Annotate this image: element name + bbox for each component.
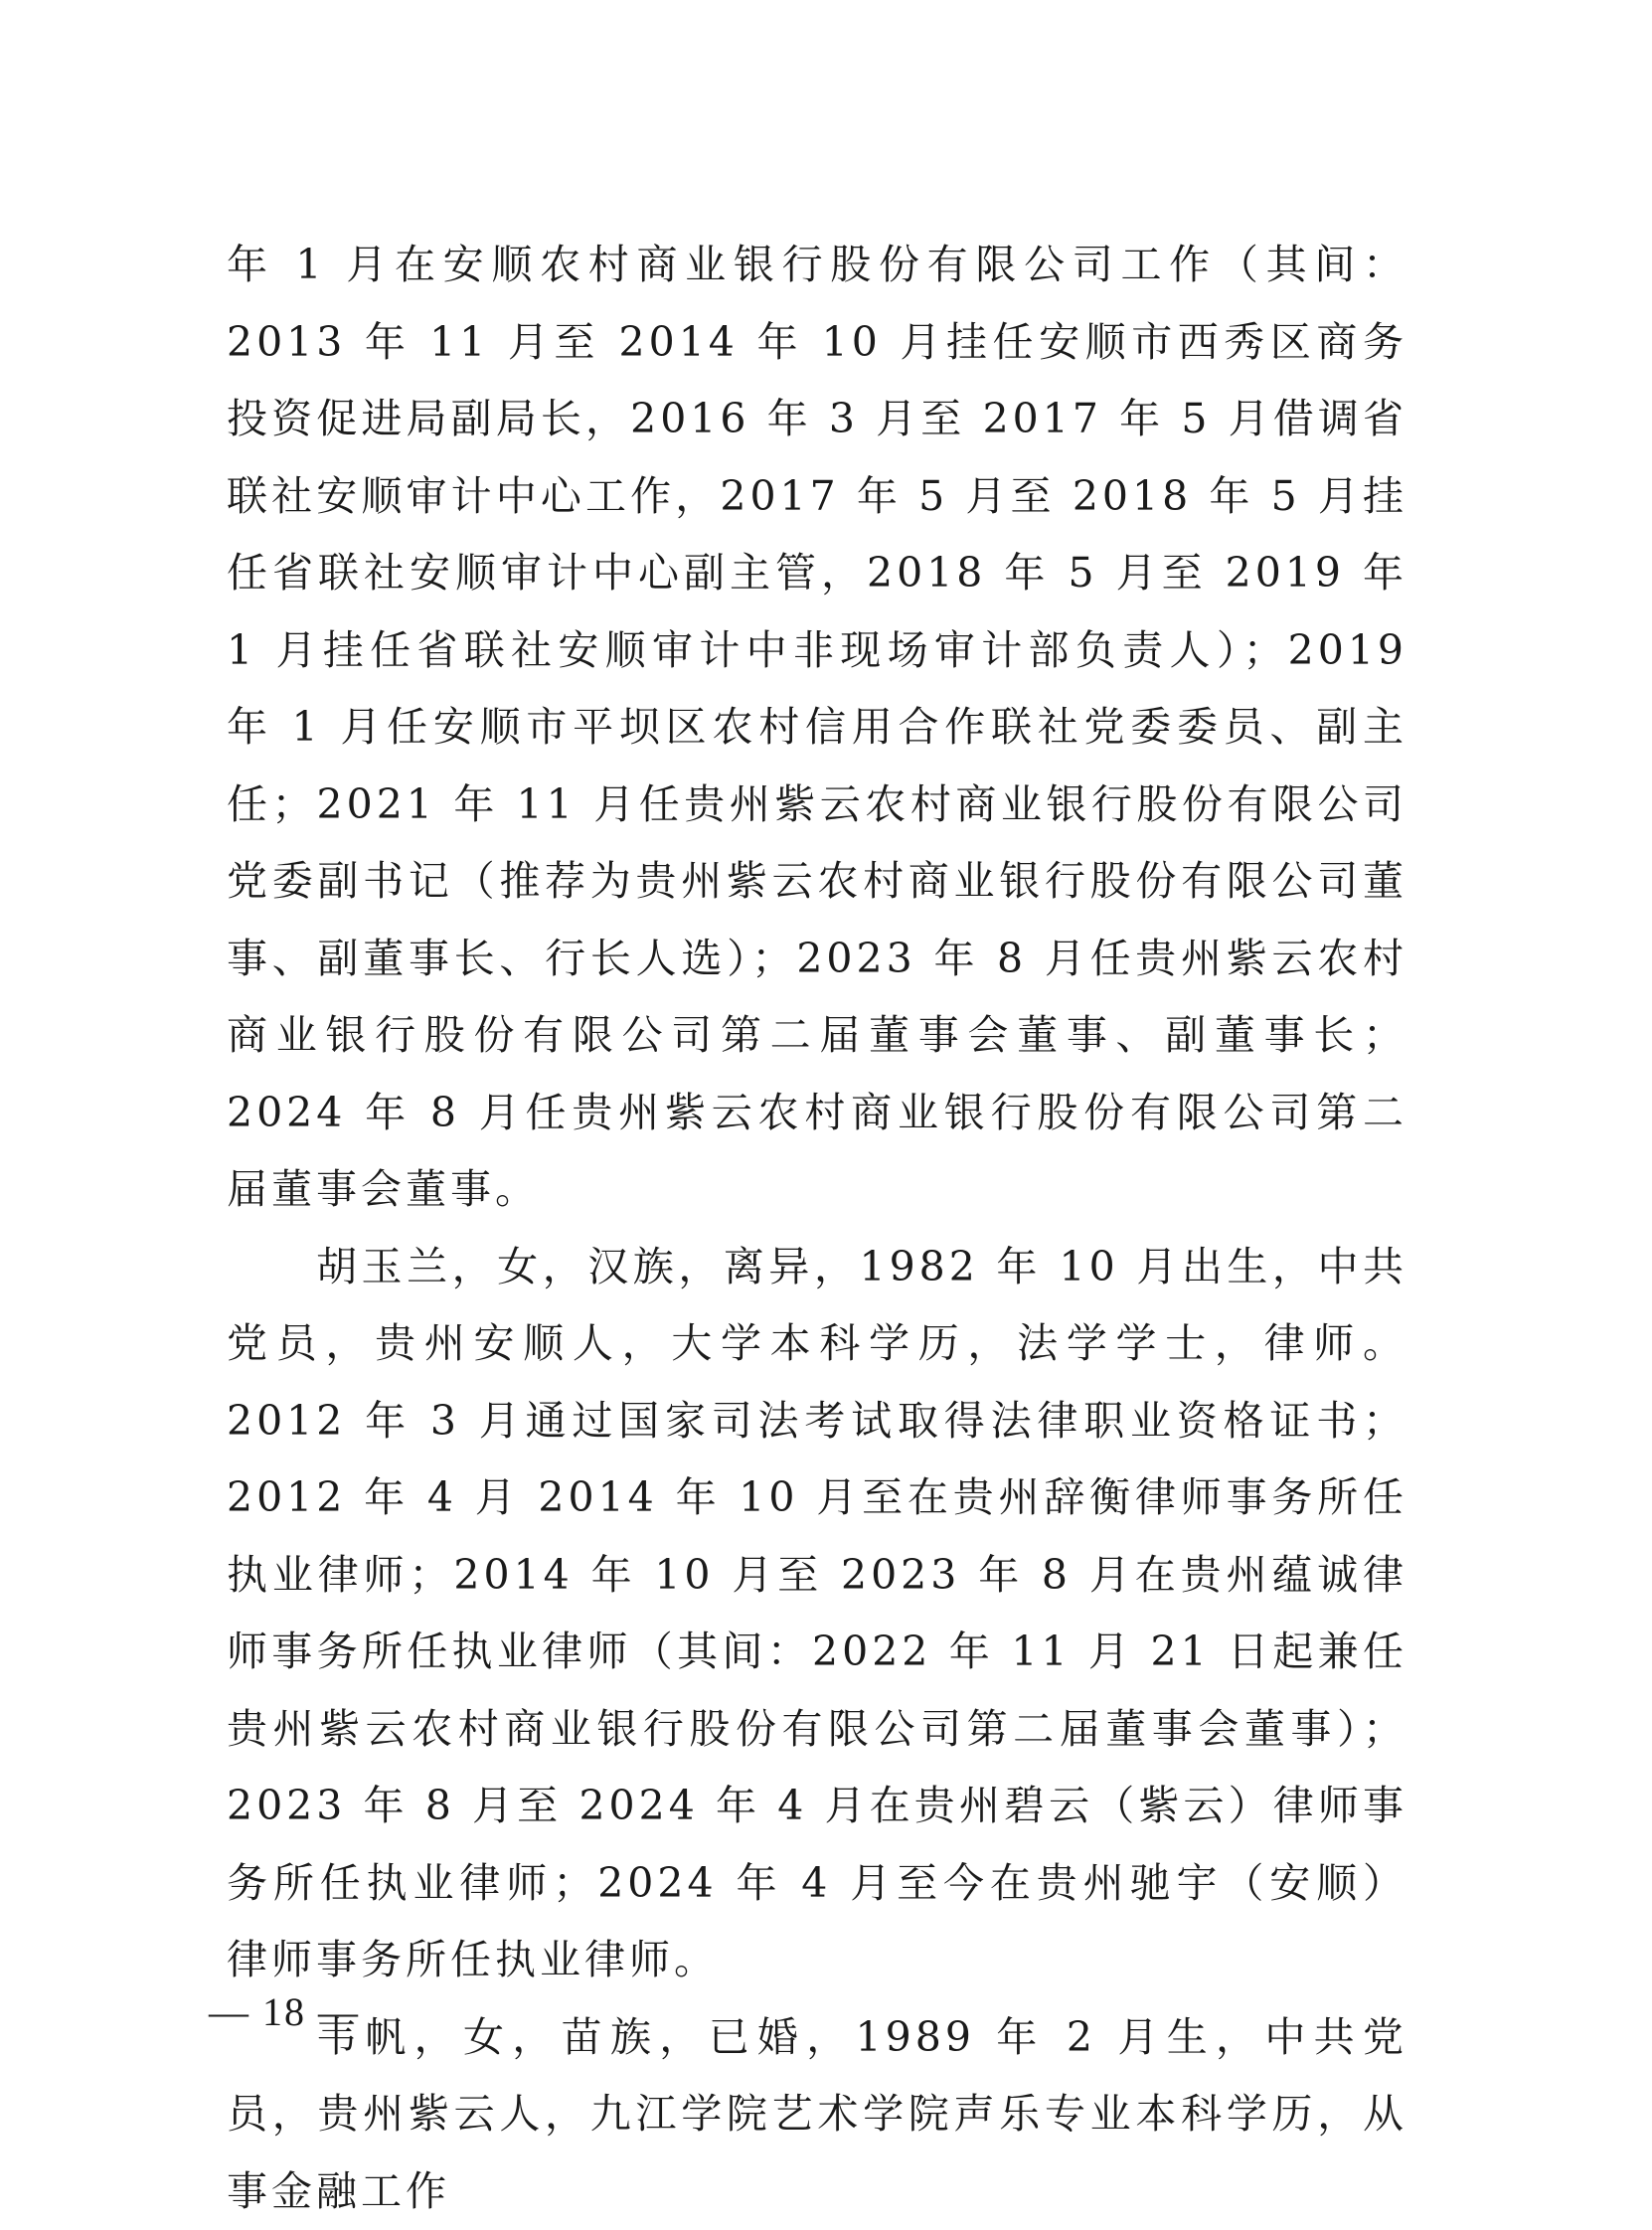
paragraph-wei-fan: 韦帆，女，苗族，已婚，1989 年 2 月生，中共党员，贵州紫云人，九江学院艺术学院声乐专业本科学历，从事金融工作 [227,1999,1407,2230]
document-body [227,227,1407,2230]
page-number: — 18 — [209,1988,360,2035]
paragraph-continued-resume: 年 1 月在安顺农村商业银行股份有限公司工作（其间：2013 年 11 月至 2014 年 10 月挂任安顺市西秀区商务投资促进局副局长，2016 年 3 月至 2017 年 5 月借调省联社安顺审计中心工作，2017 年 5 月至 2018 年 5 月挂任省联社安顺审计中心副主管，2018 年 5 月至 2019 年 1 月挂任省联社安顺审计中非现场审计部负责人）；2019 年 1 月任安顺市平坝区农村信用合作联社党委委员、副主任；2021 年 11 月任贵州紫云农村商业银行股份有限公司党委副书记（推荐为贵州紫云农村商业银行股份有限公司董事、副董事长、行长人选）；2023 年 8 月任贵州紫云农村商业银行股份有限公司第二届董事会董事、副董事长；2024 年 8 月任贵州紫云农村商业银行股份有限公司第二届董事会董事。 [227,227,1407,1229]
paragraph-hu-yulan: 胡玉兰，女，汉族，离异，1982 年 10 月出生，中共党员，贵州安顺人，大学本科学历，法学学士，律师。2012 年 3 月通过国家司法考试取得法律职业资格证书；2012 年 4 月 2014 年 10 月至在贵州辞衡律师事务所任执业律师；2014 年 10 月至 2023 年 8 月在贵州蕴诚律师事务所任执业律师（其间：2022 年 11 月 21 日起兼任贵州紫云农村商业银行股份有限公司第二届董事会董事）；2023 年 8 月至 2024 年 4 月在贵州碧云（紫云）律师事务所任执业律师；2024 年 4 月至今在贵州驰宇（安顺）律师事务所任执业律师。 [227,1229,1407,1999]
